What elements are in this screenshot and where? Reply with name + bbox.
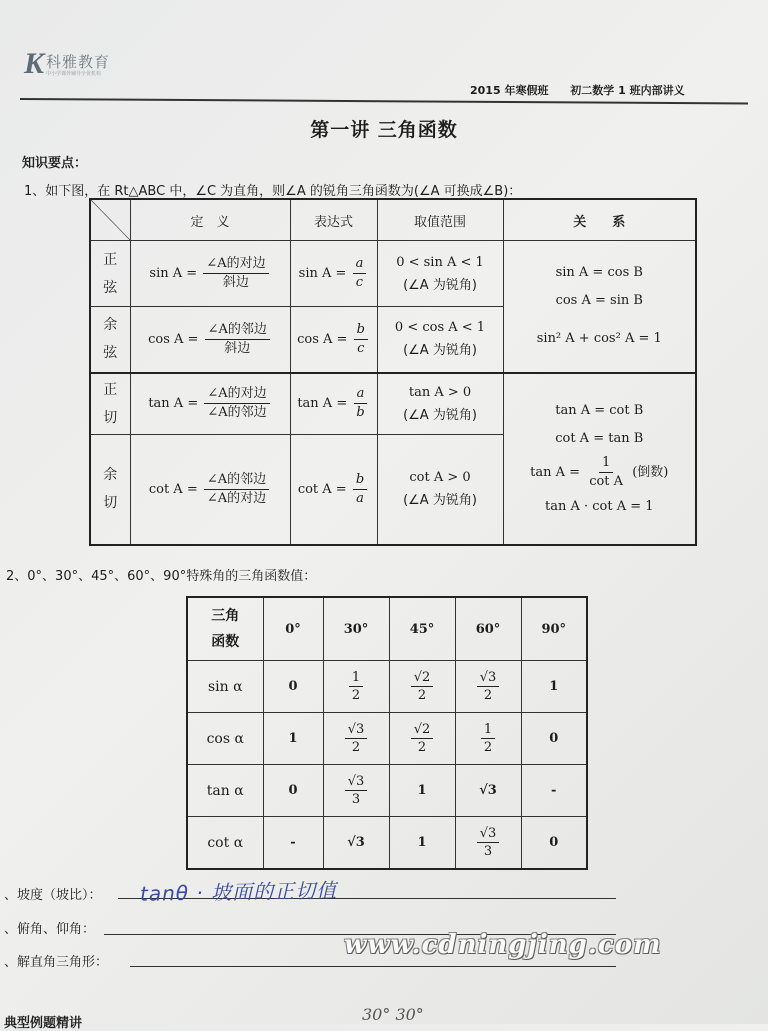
- page-title: 第一讲 三角函数: [310, 119, 458, 141]
- expression-cell: cos A = $\frac{b}{c}$: [290, 307, 377, 373]
- expression-cell: tan A = $\frac{a}{b}$: [290, 373, 377, 435]
- table-row: [90, 373, 696, 435]
- logo-name: 科雅教育: [46, 53, 111, 71]
- value-cell: 0: [521, 817, 587, 870]
- value-cell: √3: [323, 817, 389, 870]
- handwritten-angles: 30° 30°: [362, 1005, 424, 1024]
- value-cell: $\frac{1}{2}$: [455, 713, 521, 765]
- value-cell: $\frac{√3}{2}$: [455, 661, 521, 713]
- value-cell: 1: [263, 713, 323, 765]
- value-cell: $\frac{√2}{2}$: [389, 661, 455, 713]
- value-cell: $\frac{√3}{2}$: [323, 713, 389, 765]
- value-cell: 1: [389, 817, 455, 870]
- section-2-text: 2、0°、30°、45°、60°、90°特殊角的三角函数值：: [6, 569, 317, 584]
- section-3-text: 、坡度（坡比）：: [4, 888, 102, 903]
- header-divider: [20, 98, 748, 104]
- function-label: cos α: [187, 713, 263, 765]
- angle-header: 0°: [263, 597, 323, 661]
- logo: [24, 47, 111, 80]
- class-label: 2015 年寒假班: [470, 84, 549, 97]
- function-name: 正 弦: [90, 241, 130, 307]
- expression-cell: sin A = $\frac{a}{c}$: [290, 241, 377, 307]
- angle-header: 30°: [323, 597, 389, 661]
- range-cell: 0 < sin A < 1 (∠A 为锐角): [377, 241, 503, 307]
- value-cell: $\frac{√3}{3}$: [455, 817, 521, 870]
- corner-cell: [90, 199, 130, 241]
- value-cell: 1: [389, 765, 455, 817]
- table-row: [187, 713, 587, 765]
- expression-cell: cot A = $\frac{b}{a}$: [290, 435, 377, 545]
- angle-header: 45°: [389, 597, 455, 661]
- special-angle-table: [186, 596, 588, 870]
- watermark: www.cdningjing.com: [344, 930, 662, 960]
- relations-cell: sin A = cos B cos A = sin B sin² A + cos² A = 1: [503, 241, 696, 373]
- angle-header: 60°: [455, 597, 521, 661]
- logo-mark: K: [24, 47, 45, 80]
- angle-header-row: [187, 597, 587, 661]
- table-row: [187, 817, 587, 870]
- trig-definition-table: [89, 198, 697, 546]
- table-row: [187, 765, 587, 817]
- col-header: 关 系: [503, 199, 696, 241]
- header-info: [470, 82, 685, 98]
- value-cell: $\frac{√3}{3}$: [323, 765, 389, 817]
- relations-cell: tan A = cot B cot A = tan B tan A = $\frac{1}{\text{cot A}}$ (倒数) tan A · cot A = 1: [503, 373, 696, 545]
- definition-cell: cos A = $\frac{\text{∠A的邻边}}{\text{斜边}}$: [130, 307, 290, 373]
- definition-cell: tan A = $\frac{\text{∠A的对边}}{\text{∠A的邻边}}$: [130, 373, 290, 435]
- function-label: sin α: [187, 661, 263, 713]
- doc-label: 初二数学 1 班内部讲义: [570, 84, 685, 97]
- section-1-text: 1、如下图，在 Rt△ABC 中，∠C 为直角，则∠A 的锐角三角函数为(∠A 可换成∠B)：: [24, 184, 522, 199]
- value-cell: √3: [455, 765, 521, 817]
- value-cell: 0: [263, 765, 323, 817]
- col-header: 取值范围: [377, 199, 503, 241]
- knowledge-heading: 知识要点：: [22, 156, 88, 171]
- range-cell: tan A > 0 (∠A 为锐角): [377, 373, 503, 435]
- value-cell: $\frac{1}{2}$: [323, 661, 389, 713]
- value-cell: $\frac{√2}{2}$: [389, 713, 455, 765]
- function-name: 余 弦: [90, 307, 130, 373]
- answer-line: [130, 966, 616, 967]
- table-row: [187, 661, 587, 713]
- col-header: 定 义: [130, 199, 290, 241]
- value-cell: -: [521, 765, 587, 817]
- definition-cell: sin A = $\frac{\text{∠A的对边}}{\text{斜边}}$: [130, 241, 290, 307]
- function-name: 正 切: [90, 373, 130, 435]
- col-header: 表达式: [290, 199, 377, 241]
- value-cell: 1: [521, 661, 587, 713]
- section-6-heading: 典型例题精讲: [4, 1016, 83, 1031]
- section-4-text: 、俯角、仰角：: [4, 922, 96, 937]
- function-name: 余 切: [90, 435, 130, 545]
- table-header-row: [90, 199, 696, 241]
- function-label: cot α: [187, 817, 263, 870]
- section-5-text: 、解直角三角形：: [4, 955, 109, 970]
- function-label: tan α: [187, 765, 263, 817]
- value-cell: -: [263, 817, 323, 870]
- logo-subtitle: 中小学课外辅导全优机构: [46, 71, 102, 77]
- corner-cell: 三角 函数: [187, 597, 263, 661]
- table-row: [90, 241, 696, 307]
- value-cell: 0: [521, 713, 587, 765]
- handwritten-note: tanθ · 坡面的正切值: [139, 878, 338, 906]
- angle-header: 90°: [521, 597, 587, 661]
- value-cell: 0: [263, 661, 323, 713]
- definition-cell: cot A = $\frac{\text{∠A的邻边}}{\text{∠A的对边}}$: [130, 435, 290, 545]
- range-cell: 0 < cos A < 1 (∠A 为锐角): [377, 307, 503, 373]
- range-cell: cot A > 0 (∠A 为锐角): [377, 435, 503, 545]
